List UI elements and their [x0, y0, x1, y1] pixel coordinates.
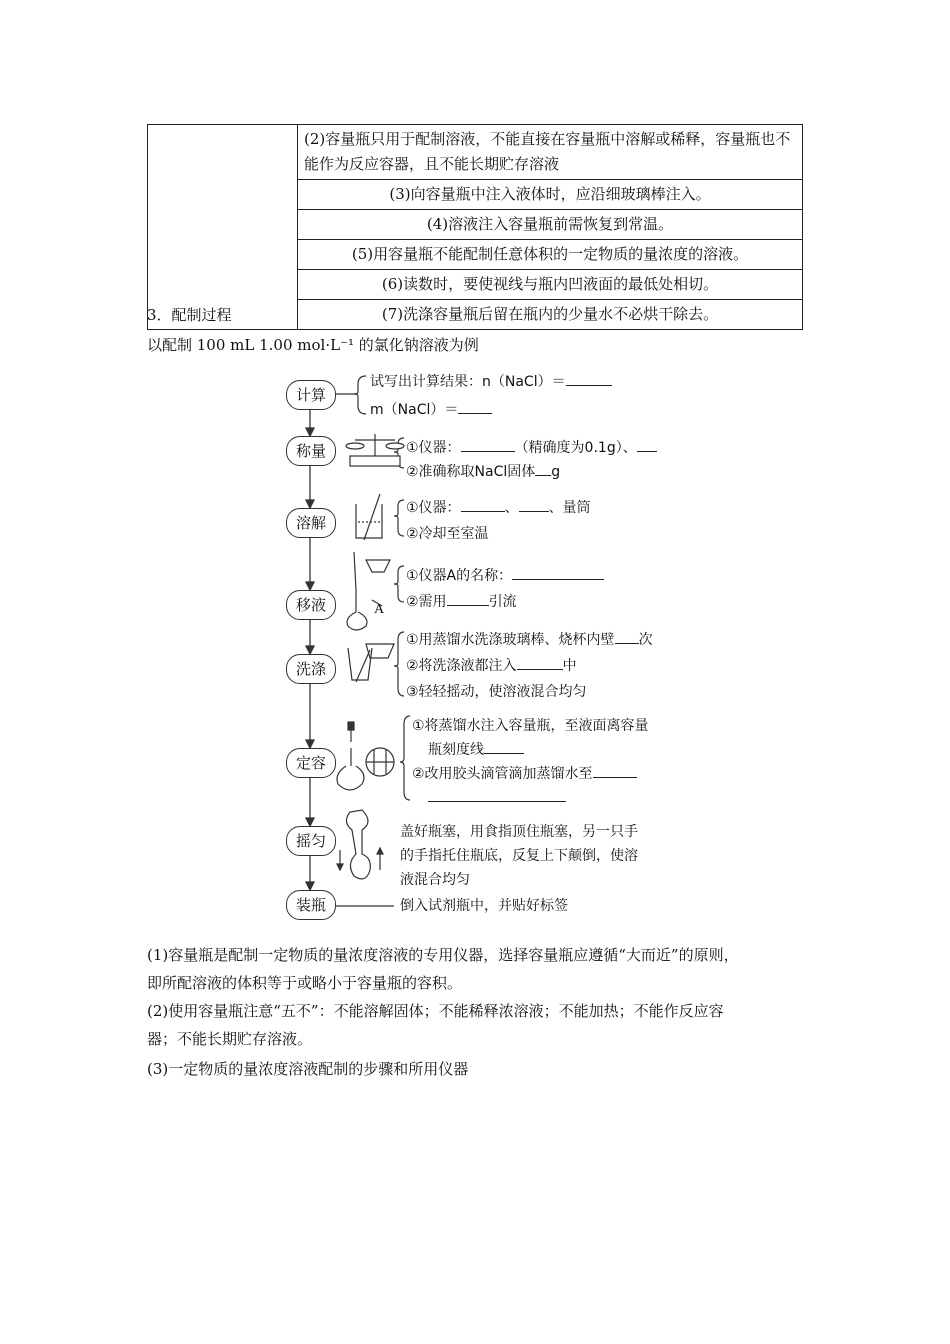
- weigh-line-2: ②准确称取NaCl固体 g: [406, 460, 560, 484]
- answer-blank[interactable]: [484, 739, 524, 754]
- note-line: (1)容量瓶是配制一定物质的量浓度溶液的专用仪器，选择容量瓶应遵循“大而近”的原则，: [147, 946, 739, 964]
- answer-blank[interactable]: [637, 437, 657, 452]
- volume-line-2: ②改用胶头滴管滴加蒸馏水至: [412, 762, 637, 786]
- table-row: [148, 125, 803, 180]
- answer-blank[interactable]: [461, 437, 515, 452]
- step-make-volume: 定容: [286, 748, 336, 778]
- step-bottle: 装瓶: [286, 890, 336, 920]
- answer-blank[interactable]: [566, 371, 612, 386]
- shake-flask-icon: [337, 810, 383, 879]
- volume-line-3: [428, 786, 566, 810]
- note-line: 即所配溶液的体积等于或略小于容量瓶的容积。: [147, 974, 463, 992]
- wash-beaker-icon: [348, 644, 394, 682]
- wash-line-1: ①用蒸馏水洗涤玻璃棒、烧杯内壁 次: [406, 628, 653, 652]
- volume-line-1b: 瓶刻度线: [428, 738, 524, 762]
- note-line: 器；不能长期贮存溶液。: [147, 1030, 313, 1048]
- shake-line-1: 盖好瓶塞，用食指顶住瓶塞，另一只手: [400, 824, 638, 840]
- step-shake: 摇匀: [286, 826, 336, 856]
- step-transfer: 移液: [286, 590, 336, 620]
- dropper-flask-icon: [337, 722, 394, 790]
- table-cell: (5)用容量瓶不能配制任意体积的一定物质的量浓度的溶液。: [298, 240, 803, 270]
- answer-blank[interactable]: [461, 497, 505, 512]
- shake-line-3: 液混合均匀: [400, 872, 470, 888]
- answer-blank[interactable]: [519, 497, 549, 512]
- step-dissolve: 溶解: [286, 508, 336, 538]
- answer-blank[interactable]: [517, 655, 563, 670]
- dissolve-line-1: ①仪器： 、 、量筒: [406, 496, 591, 520]
- calc-line-2: m（NaCl）＝: [370, 398, 492, 422]
- answer-blank[interactable]: [428, 787, 566, 802]
- dissolve-line-2: ②冷却至室温: [406, 526, 489, 542]
- note-line: (3)一定物质的量浓度溶液配制的步骤和所用仪器: [147, 1060, 469, 1078]
- answer-blank[interactable]: [615, 629, 639, 644]
- example-line: 以配制 100 mL 1.00 mol·L⁻¹ 的氯化钠溶液为例: [147, 336, 479, 354]
- bottle-line: 倒入试剂瓶中，并贴好标签: [400, 898, 568, 914]
- answer-blank[interactable]: [458, 399, 492, 414]
- precautions-table: [147, 124, 803, 330]
- preparation-flowchart: [270, 364, 690, 924]
- balance-icon: [346, 434, 404, 466]
- wash-line-3: ③轻轻摇动，使溶液混合均匀: [406, 684, 587, 700]
- table-cell: (6)读数时，要使视线与瓶内凹液面的最低处相切。: [298, 270, 803, 300]
- transfer-line-1: ①仪器A的名称：: [406, 564, 604, 588]
- calc-line-1: 试写出计算结果：n（NaCl）＝: [370, 370, 612, 394]
- step-wash: 洗涤: [286, 654, 336, 684]
- beaker-icon: [356, 494, 382, 540]
- table-cell: (2)容量瓶只用于配制溶液，不能直接在容量瓶中溶解或稀释，容量瓶也不能作为反应容器，且不能长期贮存溶液: [298, 125, 803, 180]
- note-line: (2)使用容量瓶注意“五不”：不能溶解固体；不能稀释浓溶液；不能加热；不能作反应容: [147, 1002, 724, 1020]
- section-title: 3．配制过程: [147, 306, 232, 324]
- answer-blank[interactable]: [512, 565, 604, 580]
- answer-blank[interactable]: [535, 461, 551, 476]
- instrument-a-label: A: [374, 602, 385, 617]
- answer-blank[interactable]: [447, 591, 489, 606]
- table-cell: (3)向容量瓶中注入液体时，应沿细玻璃棒注入。: [298, 180, 803, 210]
- weigh-line-1: ①仪器： （精确度为0.1g）、: [406, 436, 657, 460]
- step-weigh: 称量: [286, 436, 336, 466]
- shake-line-2: 的手指托住瓶底，反复上下颠倒，使溶: [400, 848, 638, 864]
- answer-blank[interactable]: [593, 763, 637, 778]
- volume-line-1: ①将蒸馏水注入容量瓶，至液面离容量: [412, 718, 649, 734]
- wash-line-2: ②将洗涤液都注入 中: [406, 654, 577, 678]
- step-calculate: 计算: [286, 380, 336, 410]
- transfer-line-2: ②需用 引流: [406, 590, 517, 614]
- table-blank-cell: [148, 125, 298, 330]
- table-cell: (7)洗涤容量瓶后留在瓶内的少量水不必烘干除去。: [298, 300, 803, 330]
- table-cell: (4)溶液注入容量瓶前需恢复到常温。: [298, 210, 803, 240]
